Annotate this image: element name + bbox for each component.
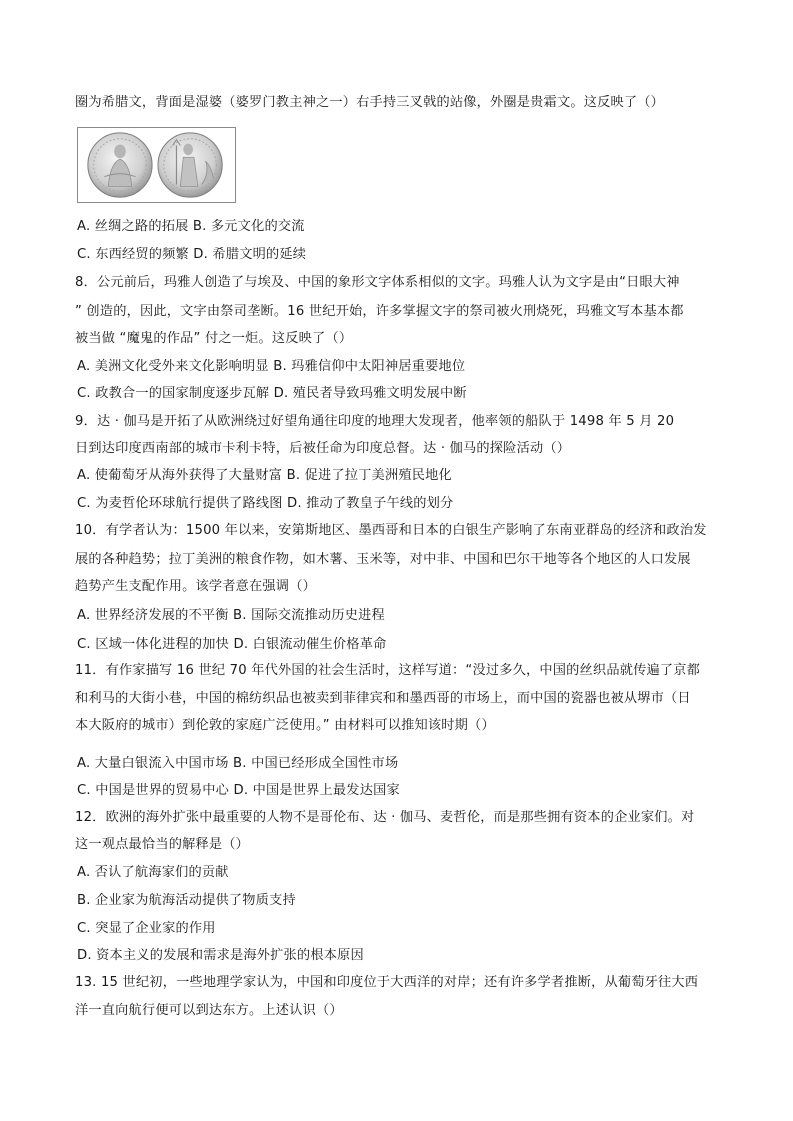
question-10-stem-2: 展的各种趋势；拉丁美洲的粮食作物，如木薯、玉米等，对中非、中国和巴尔干地等各个地区的人口发展 [75,552,691,567]
q7-options-cd: C. 东西经贸的频繁 D. 希腊文明的延续 [77,247,307,262]
question-7-stem-continued: 圈为希腊文，背面是湿婆（婆罗门教主神之一）右手持三叉戟的站像，外圈是贵霜文。这反映了（） [75,95,665,110]
question-8-stem-2: ” 创造的，因此，文字由祭司垄断。16 世纪开始，许多掌握文字的祭司被火刑烧死，玛雅文写本基本都 [75,304,684,319]
question-10-stem: 10．有学者认为：1500 年以来，安第斯地区、墨西哥和日本的白银生产影响了东南亚群岛的经济和政治发 [75,523,707,538]
q10-options-cd: C. 区域一体化进程的加快 D. 白银流动催生价格革命 [77,637,387,652]
question-13-stem: 13. 15 世纪初，一些地理学家认为，中国和印度位于大西洋的对岸；还有许多学者推断，从葡萄牙往大西 [75,975,699,990]
question-8-stem: 8．公元前后，玛雅人创造了与埃及、中国的象形文字体系相似的文字。玛雅人认为文字是由“日眼大神 [75,275,680,290]
q9-options-ab: A. 使葡萄牙从海外获得了大量财富 B. 促进了拉丁美洲殖民地化 [77,468,452,483]
question-9-stem: 9．达 · 伽马是开拓了从欧洲绕过好望角通往印度的地理大发现者，他率领的船队于 1498 年 5 月 20 [75,414,675,429]
q8-options-cd: C. 政教合一的国家制度逐步瓦解 D. 殖民者导致玛雅文明发展中断 [77,386,467,401]
question-8-stem-3: 被当做 “魔鬼的作品” 付之一炬。这反映了（） [75,331,353,346]
question-11-stem-2: 和利马的大街小巷，中国的棉纺织品也被卖到菲律宾和和墨西哥的市场上，而中国的瓷器也被从堺市（日 [75,691,691,706]
question-11-stem-3: 本大阪府的城市）到伦敦的家庭广泛使用。” 由材料可以推知该时期（） [75,718,495,733]
question-11-stem: 11．有作家描写 16 世纪 70 年代外国的社会生活时，这样写道：“没过多久，中国的丝织品就传遍了京都 [75,663,701,678]
q12-option-c: C. 突显了企业家的作用 [77,921,216,936]
q12-option-d: D. 资本主义的发展和需求是海外扩张的根本原因 [77,948,364,963]
coin-photo-icon [78,128,235,202]
coin-image [77,127,236,203]
question-10-stem-3: 趋势产生支配作用。该学者意在强调（） [75,579,316,594]
q12-option-b: B. 企业家为航海活动提供了物质支持 [77,893,296,908]
q11-options-cd: C. 中国是世界的贸易中心 D. 中国是世界上最发达国家 [77,783,400,798]
q11-options-ab: A. 大量白银流入中国市场 B. 中国已经形成全国性市场 [77,756,399,771]
q10-options-ab: A. 世界经济发展的不平衡 B. 国际交流推动历史进程 [77,608,385,623]
q8-options-ab: A. 美洲文化受外来文化影响明显 B. 玛雅信仰中太阳神居重要地位 [77,359,466,374]
q9-options-cd: C. 为麦哲伦环球航行提供了路线图 D. 推动了教皇子午线的划分 [77,496,454,511]
question-12-stem-2: 这一观点最恰当的解释是（） [75,837,250,852]
question-13-stem-2: 洋一直向航行便可以到达东方。上述认识（） [75,1003,343,1018]
question-12-stem: 12．欧洲的海外扩张中最重要的人物不是哥伦布、达 · 伽马、麦哲伦，而是那些拥有资本的企业家们。对 [75,810,695,825]
q12-option-a: A. 否认了航海家们的贡献 [77,865,229,880]
question-9-stem-2: 日到达印度西南部的城市卡利卡特，后被任命为印度总督。达 · 伽马的探险活动（） [75,441,571,456]
q7-options-ab: A. 丝绸之路的拓展 B. 多元文化的交流 [77,219,305,234]
